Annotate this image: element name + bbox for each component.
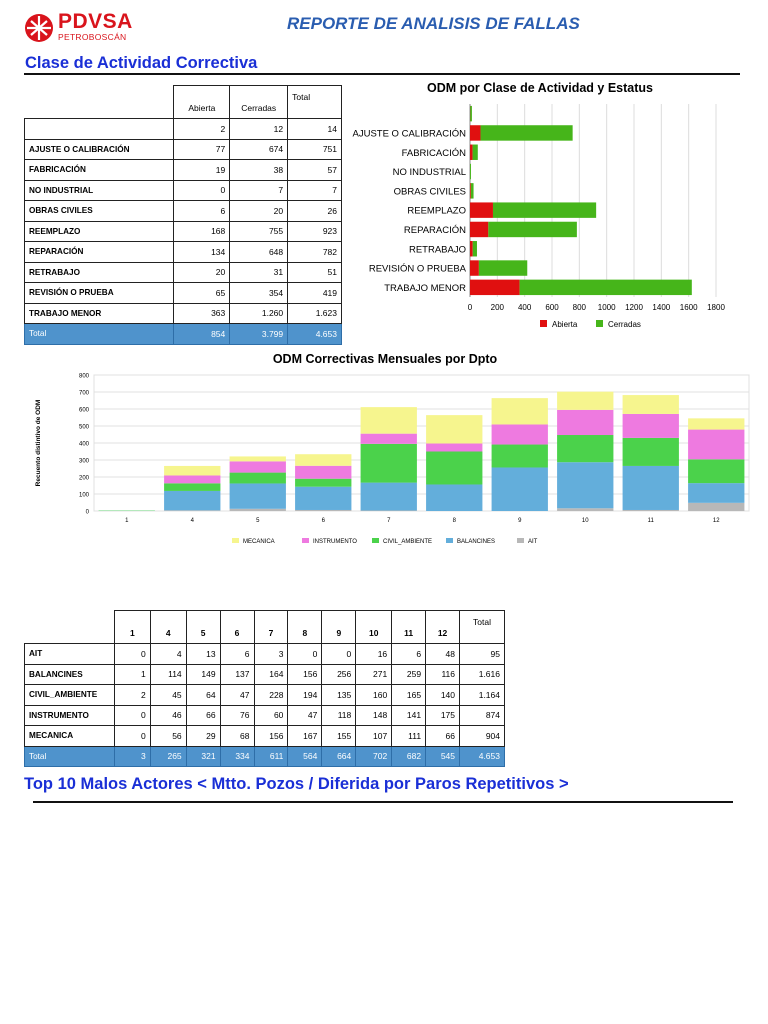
legend-swatch xyxy=(232,538,239,543)
table-row xyxy=(25,221,342,242)
bar-instrumento xyxy=(492,424,548,444)
table-cell: 45 xyxy=(150,685,186,706)
y-tick-label: 800 xyxy=(78,373,89,380)
month-header: 11 xyxy=(392,611,426,644)
bar-abierta xyxy=(470,241,473,256)
bar-abierta xyxy=(470,260,479,275)
y-tick-label: 200 xyxy=(78,475,89,482)
x-tick-label: 1 xyxy=(125,518,129,524)
cell-cerradas: 7 xyxy=(230,180,288,201)
table-row xyxy=(25,664,505,685)
bar-mecanica xyxy=(295,454,351,466)
table-cell: 0 xyxy=(322,644,356,665)
table-cell: 56 xyxy=(150,726,186,747)
cell-cerradas: 12 xyxy=(230,119,288,140)
monthly-table xyxy=(24,610,505,767)
bottom-divider xyxy=(33,801,733,803)
table-cell: 1 xyxy=(114,664,150,685)
cell-cerradas: 674 xyxy=(230,139,288,160)
table-cell: 76 xyxy=(220,705,254,726)
cell-total: 782 xyxy=(288,242,342,263)
table-cell: 66 xyxy=(186,705,220,726)
cell-total: 57 xyxy=(288,160,342,181)
chart2-svg xyxy=(24,366,754,558)
table-row xyxy=(25,644,505,665)
x-tick-label: 600 xyxy=(545,303,559,312)
bar-abierta xyxy=(470,202,493,217)
header-blank-cell xyxy=(25,611,115,644)
table-cell: 0 xyxy=(288,644,322,665)
category-label: NO INDUSTRIAL xyxy=(392,167,466,179)
table-row xyxy=(25,180,342,201)
total-cell: 4.653 xyxy=(460,746,505,767)
x-tick-label: 7 xyxy=(387,518,391,524)
table-cell: 165 xyxy=(392,685,426,706)
cell-abierta: 134 xyxy=(174,242,230,263)
bar-cerradas xyxy=(473,241,477,256)
cell-total: 419 xyxy=(288,283,342,304)
table-cell: 228 xyxy=(254,685,288,706)
table-row xyxy=(25,119,342,140)
bar-cerradas xyxy=(481,125,573,140)
bar-balancines xyxy=(230,483,286,508)
cell-total: 923 xyxy=(288,221,342,242)
month-header: 7 xyxy=(254,611,288,644)
bar-civil-ambiente xyxy=(361,444,417,483)
table-cell: 16 xyxy=(356,644,392,665)
table-row xyxy=(25,303,342,324)
bar-cerradas xyxy=(479,260,527,275)
table-cell: 4 xyxy=(150,644,186,665)
legend-label: Abierta xyxy=(552,320,578,329)
table-cell: 155 xyxy=(322,726,356,747)
y-tick-label: 300 xyxy=(78,458,89,465)
bar-balancines xyxy=(361,483,417,511)
table-cell: 29 xyxy=(186,726,220,747)
cell-cerradas: 755 xyxy=(230,221,288,242)
table-cell: 64 xyxy=(186,685,220,706)
bar-instrumento xyxy=(557,410,613,435)
y-tick-label: 600 xyxy=(78,407,89,414)
month-header: 4 xyxy=(150,611,186,644)
bar-ait xyxy=(164,510,220,511)
table-row xyxy=(25,705,505,726)
row-label: REPARACIÓN xyxy=(25,242,174,263)
cell-cerradas: 31 xyxy=(230,262,288,283)
cell-total: 751 xyxy=(288,139,342,160)
bar-instrumento xyxy=(164,475,220,483)
table-cell: 137 xyxy=(220,664,254,685)
total-cell: 611 xyxy=(254,746,288,767)
x-tick-label: 1600 xyxy=(679,303,698,312)
x-tick-label: 11 xyxy=(647,518,654,524)
actividad-table xyxy=(24,85,342,345)
total-cerradas: 3.799 xyxy=(230,324,288,345)
bar-mecanica xyxy=(230,456,286,461)
table-cell: 167 xyxy=(288,726,322,747)
row-label: NO INDUSTRIAL xyxy=(25,180,174,201)
category-label: OBRAS CIVILES xyxy=(393,186,466,198)
table-cell: 175 xyxy=(426,705,460,726)
table-cell: 156 xyxy=(254,726,288,747)
table-row xyxy=(25,242,342,263)
month-header: 1 xyxy=(114,611,150,644)
category-label: FABRICACIÓN xyxy=(401,147,466,159)
row-label: REEMPLAZO xyxy=(25,221,174,242)
bar-instrumento xyxy=(623,414,679,438)
header-blank-cell xyxy=(25,86,174,119)
y-tick-label: 0 xyxy=(85,509,89,516)
row-label: REVISIÓN O PRUEBA xyxy=(25,283,174,304)
table-cell: 66 xyxy=(426,726,460,747)
bar-abierta xyxy=(470,125,481,140)
month-header: 6 xyxy=(220,611,254,644)
table-cell: 256 xyxy=(322,664,356,685)
table-cell: 46 xyxy=(150,705,186,726)
x-tick-label: 6 xyxy=(321,518,325,524)
row-label xyxy=(25,119,174,140)
x-tick-label: 1800 xyxy=(707,303,725,312)
total-cell: 702 xyxy=(356,746,392,767)
cell-cerradas: 20 xyxy=(230,201,288,222)
report-title: REPORTE DE ANALISIS DE FALLAS xyxy=(287,14,580,33)
column-header: Total xyxy=(288,86,342,119)
total-row xyxy=(25,746,505,767)
y-tick-label: 500 xyxy=(78,424,89,431)
bar-abierta xyxy=(470,183,471,198)
bar-abierta xyxy=(470,280,520,295)
bar-cerradas xyxy=(471,183,474,198)
y-tick-label: 400 xyxy=(78,441,89,448)
cell-abierta: 19 xyxy=(174,160,230,181)
x-tick-label: 1200 xyxy=(625,303,643,312)
total-label: Total xyxy=(25,324,174,345)
cell-total: 26 xyxy=(288,201,342,222)
legend-label: INSTRUMENTO xyxy=(313,539,357,545)
legend-swatch xyxy=(302,538,309,543)
category-label: AJUSTE O CALIBRACIÓN xyxy=(352,128,466,140)
bar-mecanica xyxy=(492,398,548,424)
total-cell: 564 xyxy=(288,746,322,767)
total-cell: 682 xyxy=(392,746,426,767)
bar-ait xyxy=(295,510,351,511)
category-label: REPARACIÓN xyxy=(403,224,466,236)
legend-label: BALANCINES xyxy=(457,539,496,545)
bar-balancines xyxy=(492,467,548,511)
month-header: 9 xyxy=(322,611,356,644)
table-cell: 3 xyxy=(254,644,288,665)
cell-abierta: 0 xyxy=(174,180,230,201)
y-tick-label: 700 xyxy=(78,390,89,397)
y-axis-title: Recuento distintivo de ODM xyxy=(35,399,42,487)
section-divider xyxy=(24,73,740,75)
pdvsa-logo-icon xyxy=(22,12,56,44)
row-label: CIVIL_AMBIENTE xyxy=(25,685,115,706)
legend-label: MECANICA xyxy=(243,539,275,545)
x-tick-label: 12 xyxy=(712,518,720,524)
bar-balancines xyxy=(623,466,679,510)
chart1-svg xyxy=(340,98,740,340)
bar-instrumento xyxy=(361,434,417,444)
y-tick-label: 100 xyxy=(78,492,89,499)
row-label: AJUSTE O CALIBRACIÓN xyxy=(25,139,174,160)
logo-text: PDVSA xyxy=(58,10,133,33)
month-header: 8 xyxy=(288,611,322,644)
total-cell: 664 xyxy=(322,746,356,767)
bar-civil-ambiente xyxy=(164,483,220,491)
bar-mecanica xyxy=(361,407,417,434)
table-cell: 47 xyxy=(220,685,254,706)
section-title-top10: Top 10 Malos Actores < Mtto. Pozos / Diferida por Paros Repetitivos > xyxy=(24,775,569,793)
bar-ait xyxy=(557,508,613,511)
row-label: TRABAJO MENOR xyxy=(25,303,174,324)
x-tick-label: 1000 xyxy=(597,303,616,312)
cell-abierta: 65 xyxy=(174,283,230,304)
table-cell: 156 xyxy=(288,664,322,685)
column-header: Cerradas xyxy=(230,86,288,119)
bar-ait xyxy=(688,503,744,511)
row-label: RETRABAJO xyxy=(25,262,174,283)
x-tick-label: 800 xyxy=(572,303,587,312)
row-label: OBRAS CIVILES xyxy=(25,201,174,222)
bar-mecanica xyxy=(164,466,220,476)
table-cell: 48 xyxy=(426,644,460,665)
chart2-title: ODM Correctivas Mensuales por Dpto xyxy=(272,352,498,366)
row-label: INSTRUMENTO xyxy=(25,705,115,726)
bar-cerradas xyxy=(473,145,478,160)
bar-civil-ambiente xyxy=(230,473,286,484)
logo-subtitle: PETROBOSCÁN xyxy=(58,32,127,42)
bar-ait xyxy=(361,510,417,511)
table-cell: 874 xyxy=(460,705,505,726)
bar-balancines xyxy=(426,484,482,511)
table-cell: 1.616 xyxy=(460,664,505,685)
chart1-title: ODM por Clase de Actividad y Estatus xyxy=(427,81,653,95)
legend-label: Cerradas xyxy=(608,320,641,329)
bar-cerradas xyxy=(488,222,577,237)
table-cell: 271 xyxy=(356,664,392,685)
bar-ait xyxy=(230,509,286,511)
x-tick-label: 8 xyxy=(452,518,456,524)
table-cell: 95 xyxy=(460,644,505,665)
legend-swatch-cerradas xyxy=(596,320,603,327)
table-cell: 135 xyxy=(322,685,356,706)
table-cell: 116 xyxy=(426,664,460,685)
total-cell: 265 xyxy=(150,746,186,767)
table-cell: 118 xyxy=(322,705,356,726)
legend-label: AIT xyxy=(528,539,538,545)
row-label: FABRICACIÓN xyxy=(25,160,174,181)
bar-mecanica xyxy=(557,392,613,410)
bar-civil-ambiente xyxy=(688,459,744,483)
bar-cerradas xyxy=(470,106,472,121)
total-total: 4.653 xyxy=(288,324,342,345)
table-row xyxy=(25,139,342,160)
table-cell: 149 xyxy=(186,664,220,685)
table-row xyxy=(25,283,342,304)
table-row xyxy=(25,160,342,181)
table-cell: 6 xyxy=(220,644,254,665)
category-label: REEMPLAZO xyxy=(407,205,466,217)
cell-abierta: 6 xyxy=(174,201,230,222)
bar-cerradas xyxy=(520,280,692,295)
cell-total: 51 xyxy=(288,262,342,283)
table-row xyxy=(25,726,505,747)
table-cell: 111 xyxy=(392,726,426,747)
table-cell: 68 xyxy=(220,726,254,747)
bar-ait xyxy=(623,510,679,511)
cell-cerradas: 1.260 xyxy=(230,303,288,324)
table-cell: 107 xyxy=(356,726,392,747)
category-label: TRABAJO MENOR xyxy=(384,282,466,294)
table-cell: 148 xyxy=(356,705,392,726)
total-row xyxy=(25,324,342,345)
table-cell: 1.164 xyxy=(460,685,505,706)
table-cell: 0 xyxy=(114,705,150,726)
section-title-actividad: Clase de Actividad Correctiva xyxy=(25,54,258,72)
table-cell: 47 xyxy=(288,705,322,726)
table-cell: 2 xyxy=(114,685,150,706)
cell-abierta: 2 xyxy=(174,119,230,140)
cell-total: 14 xyxy=(288,119,342,140)
row-label: MECANICA xyxy=(25,726,115,747)
bar-balancines xyxy=(688,483,744,503)
table-cell: 114 xyxy=(150,664,186,685)
bar-civil-ambiente xyxy=(557,435,613,462)
bar-civil-ambiente xyxy=(295,479,351,487)
bar-mecanica xyxy=(688,418,744,429)
bar-abierta xyxy=(470,145,473,160)
x-tick-label: 10 xyxy=(581,518,589,524)
cell-total: 7 xyxy=(288,180,342,201)
table-cell: 160 xyxy=(356,685,392,706)
legend-swatch xyxy=(372,538,379,543)
cell-abierta: 363 xyxy=(174,303,230,324)
bar-instrumento xyxy=(230,461,286,472)
bar-balancines xyxy=(295,487,351,510)
month-header: 5 xyxy=(186,611,220,644)
bar-cerradas xyxy=(493,202,596,217)
cell-abierta: 20 xyxy=(174,262,230,283)
month-header: 12 xyxy=(426,611,460,644)
cell-abierta: 77 xyxy=(174,139,230,160)
x-tick-label: 400 xyxy=(517,303,532,312)
table-cell: 141 xyxy=(392,705,426,726)
legend-swatch-abierta xyxy=(540,320,547,327)
x-tick-label: 5 xyxy=(256,518,260,524)
cell-abierta: 168 xyxy=(174,221,230,242)
cell-cerradas: 354 xyxy=(230,283,288,304)
cell-cerradas: 648 xyxy=(230,242,288,263)
total-cell: 3 xyxy=(114,746,150,767)
legend-label: CIVIL_AMBIENTE xyxy=(383,539,433,545)
bar-instrumento xyxy=(688,430,744,460)
table-cell: 0 xyxy=(114,644,150,665)
cell-total: 1.623 xyxy=(288,303,342,324)
bar-mecanica xyxy=(426,415,482,443)
table-row xyxy=(25,262,342,283)
table-cell: 904 xyxy=(460,726,505,747)
table-row xyxy=(25,685,505,706)
column-header: Abierta xyxy=(174,86,230,119)
row-label: BALANCINES xyxy=(25,664,115,685)
table-cell: 0 xyxy=(114,726,150,747)
table-cell: 259 xyxy=(392,664,426,685)
bar-mecanica xyxy=(623,395,679,414)
x-tick-label: 1400 xyxy=(652,303,671,312)
table-cell: 164 xyxy=(254,664,288,685)
bar-instrumento xyxy=(295,466,351,479)
category-label: RETRABAJO xyxy=(408,244,466,256)
bar-civil-ambiente xyxy=(426,452,482,485)
total-cell: 545 xyxy=(426,746,460,767)
table-cell: 6 xyxy=(392,644,426,665)
table-row xyxy=(25,201,342,222)
row-label: AIT xyxy=(25,644,115,665)
total-label: Total xyxy=(25,746,115,767)
bar-abierta xyxy=(470,222,488,237)
total-cell: 321 xyxy=(186,746,220,767)
legend-swatch xyxy=(517,538,524,543)
total-cell: 334 xyxy=(220,746,254,767)
month-header: 10 xyxy=(356,611,392,644)
bar-balancines xyxy=(557,462,613,508)
month-header: Total xyxy=(460,611,505,644)
table-cell: 194 xyxy=(288,685,322,706)
x-tick-label: 4 xyxy=(190,518,194,524)
bar-cerradas xyxy=(470,164,471,179)
table-cell: 140 xyxy=(426,685,460,706)
cell-cerradas: 38 xyxy=(230,160,288,181)
category-label: REVISIÓN O PRUEBA xyxy=(368,263,466,275)
x-tick-label: 9 xyxy=(518,518,522,524)
x-tick-label: 200 xyxy=(490,303,505,312)
bar-civil-ambiente xyxy=(623,438,679,466)
table-cell: 60 xyxy=(254,705,288,726)
legend-swatch xyxy=(446,538,453,543)
bar-civil-ambiente xyxy=(492,445,548,468)
bar-balancines xyxy=(164,491,220,510)
x-tick-label: 0 xyxy=(467,303,473,312)
total-abierta: 854 xyxy=(174,324,230,345)
bar-instrumento xyxy=(426,444,482,452)
table-cell: 13 xyxy=(186,644,220,665)
